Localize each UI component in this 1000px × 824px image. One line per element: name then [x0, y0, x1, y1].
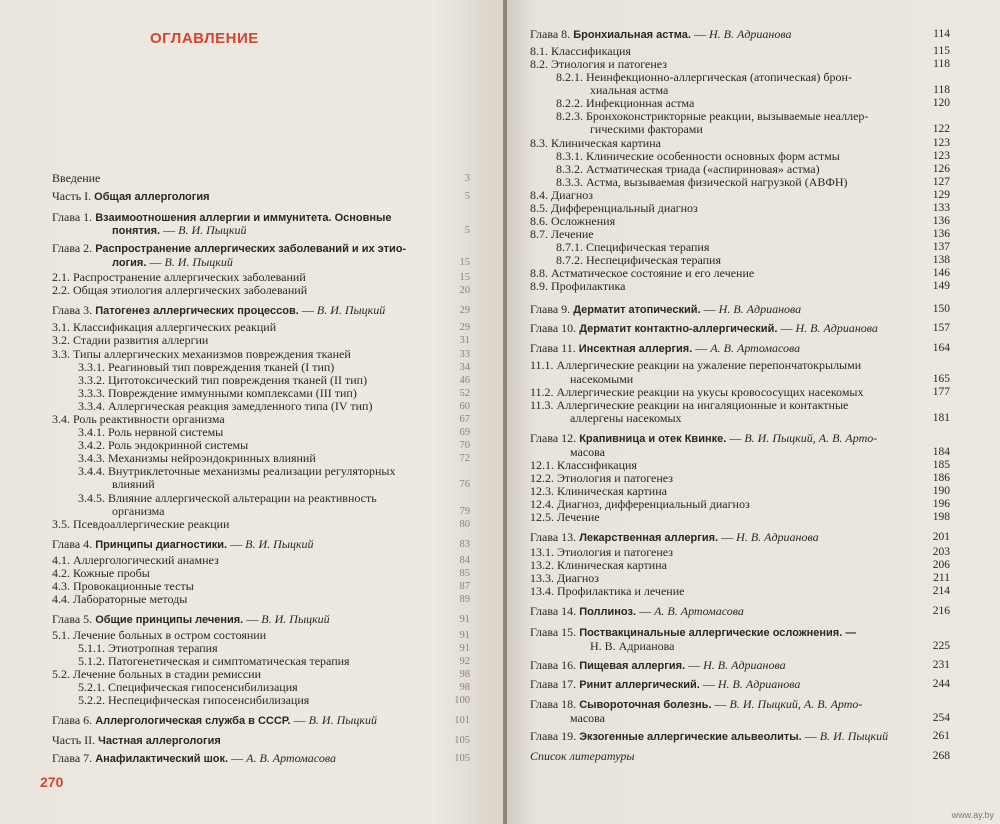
toc-entry-label: логия. — В. И. Пыцкий	[112, 256, 233, 269]
toc-entry-label: 8.3.3. Астма, вызываемая физической нагрузкой (АВФН)	[556, 176, 848, 189]
toc-entry-page: 186	[932, 472, 950, 484]
toc-entry-label: 4.2. Кожные пробы	[52, 567, 150, 580]
toc-entry-page: 29	[459, 322, 470, 333]
toc-entry-label: 5.1.2. Патогенетическая и симптоматическая терапия	[78, 655, 350, 668]
toc-entry-page: 181	[932, 412, 950, 424]
toc-entry-label: понятия. — В. И. Пыцкий	[112, 224, 247, 237]
toc-entry-label: Глава 18. Сывороточная болезнь. — В. И. Пыцкий, А. В. Арто-	[530, 698, 863, 711]
toc-entry-page: 185	[932, 459, 950, 471]
toc-entry-label: 13.2. Клиническая картина	[530, 559, 667, 572]
toc-entry-label: 3.2. Стадии развития аллергии	[52, 334, 209, 347]
toc-entry-page: 196	[932, 498, 950, 510]
watermark: www.ay.by	[951, 810, 994, 820]
toc-entry-label: 12.2. Этиология и патогенез	[530, 472, 673, 485]
toc-entry-label: 3.3.2. Цитотоксический тип повреждения тканей (II тип)	[78, 374, 368, 387]
toc-entry-page: 149	[932, 280, 950, 292]
toc-entry-label: 8.2.2. Инфекционная астма	[556, 97, 695, 110]
toc-entry-label: Глава 13. Лекарственная аллергия. — Н. В. Адрианова	[530, 531, 819, 544]
toc-entry-label: 13.1. Этиология и патогенез	[530, 546, 673, 559]
toc-entry-page: 136	[932, 215, 950, 227]
toc-entry-label: 5.1.1. Этиотропная терапия	[78, 642, 218, 655]
toc-entry-page: 91	[459, 630, 470, 641]
toc-entry-label: 11.2. Аллергические реакции на укусы кровососущих насекомых	[530, 386, 864, 399]
page-number: 270	[40, 774, 64, 790]
toc-entry-label: 8.2. Этиология и патогенез	[530, 58, 667, 71]
toc-entry-page: 92	[459, 656, 470, 667]
toc-entry-label: 11.3. Аллергические реакции на ингаляционные и контактные	[530, 399, 849, 412]
toc-entry-label: 3.4.3. Механизмы нейроэндокринных влияний	[78, 452, 316, 465]
toc-entry-label: 5.1. Лечение больных в остром состоянии	[52, 629, 267, 642]
toc-entry-label: 8.1. Классификация	[530, 45, 631, 58]
toc-entry-page: 20	[459, 285, 470, 296]
toc-entry-label: 3.3.3. Повреждение иммунными комплексами (III тип)	[78, 387, 357, 400]
toc-entry-page: 118	[933, 84, 950, 96]
toc-entry-page: 91	[459, 614, 470, 625]
toc-entry-label: масова	[570, 712, 605, 725]
toc-entry-label: Глава 16. Пищевая аллергия. — Н. В. Адрианова	[530, 659, 786, 672]
toc-entry-page: 52	[459, 388, 470, 399]
toc-entry-label: 3.4.4. Внутриклеточные механизмы реализации регуляторных	[78, 465, 396, 478]
toc-entry-page: 206	[932, 559, 950, 571]
toc-entry-label: 8.4. Диагноз	[530, 189, 594, 202]
toc-entry-label: гическими факторами	[590, 123, 703, 136]
toc-entry-page: 136	[932, 228, 950, 240]
toc-entry-page: 15	[459, 272, 470, 283]
toc-entry-page: 157	[932, 322, 950, 334]
toc-entry-label: 4.1. Аллергологический анамнез	[52, 554, 219, 567]
toc-entry-label: Глава 4. Принципы диагностики. — В. И. Пыцкий	[52, 538, 314, 551]
toc-entry-label: 3.3.1. Реагиновый тип повреждения тканей (I тип)	[78, 361, 335, 374]
toc-entry-label: масова	[570, 446, 605, 459]
toc-entry-page: 123	[932, 137, 950, 149]
toc-entry-page: 203	[932, 546, 950, 558]
toc-entry-page: 190	[932, 485, 950, 497]
toc-entry-label: 8.3.1. Клинические особенности основных форм астмы	[556, 150, 840, 163]
toc-entry-label: Глава 14. Поллиноз. — А. В. Артомасова	[530, 605, 744, 618]
toc-entry-page: 127	[932, 176, 950, 188]
toc-entry-page: 83	[459, 539, 470, 550]
toc-entry-label: Глава 19. Экзогенные аллергические альвеолиты. — В. И. Пыцкий	[530, 730, 889, 743]
toc-entry-page: 214	[932, 585, 950, 597]
toc-entry-label: 5.2.2. Неспецифическая гипосенсибилизация	[78, 694, 310, 707]
toc-entry-page: 198	[932, 511, 950, 523]
toc-entry-label: 12.1. Классификация	[530, 459, 637, 472]
toc-entry-page: 133	[932, 202, 950, 214]
toc-entry-label: 8.7. Лечение	[530, 228, 594, 241]
toc-entry-label: Глава 1. Взаимоотношения аллергии и иммунитета. Основные	[52, 211, 392, 224]
toc-entry-page: 201	[932, 531, 950, 543]
toc-entry-label: 13.4. Профилактика и лечение	[530, 585, 685, 598]
toc-entry-page: 216	[932, 605, 950, 617]
toc-entry-page: 231	[932, 659, 950, 671]
toc-entry-label: Глава 8. Бронхиальная астма. — Н. В. Адрианова	[530, 28, 792, 41]
toc-entry-label: 3.5. Псевдоаллергические реакции	[52, 518, 230, 531]
toc-entry-page: 85	[459, 568, 470, 579]
toc-entry-label: Глава 12. Крапивница и отек Квинке. — В. И. Пыцкий, А. В. Арто-	[530, 432, 878, 445]
toc-entry-label: аллергены насекомых	[570, 412, 682, 425]
toc-entry-page: 100	[454, 695, 470, 706]
toc-entry-label: 4.3. Провокационные тесты	[52, 580, 194, 593]
toc-entry-label: 5.2.1. Специфическая гипосенсибилизация	[78, 681, 298, 694]
toc-entry-label: Глава 6. Аллергологическая служба в СССР. — В. И. Пыцкий	[52, 714, 377, 727]
toc-entry-label: 8.7.2. Неспецифическая терапия	[556, 254, 721, 267]
toc-entry-label: 5.2. Лечение больных в стадии ремиссии	[52, 668, 262, 681]
toc-entry-label: 8.7.1. Специфическая терапия	[556, 241, 710, 254]
toc-entry-page: 244	[932, 678, 950, 690]
toc-entry-page: 254	[932, 712, 950, 724]
toc-entry-label: 8.2.3. Бронхоконстрикторные реакции, вызываемые неаллер-	[556, 110, 869, 123]
toc-entry-label: 3.1. Классификация аллергических реакций	[52, 321, 277, 334]
toc-entry-label: Н. В. Адрианова	[590, 640, 675, 653]
toc-entry-page: 146	[932, 267, 950, 279]
toc-entry-page: 115	[933, 45, 950, 57]
toc-entry-label: 3.3.4. Аллергическая реакция замедленного типа (IV тип)	[78, 400, 373, 413]
toc-entry-label: 12.4. Диагноз, дифференциальный диагноз	[530, 498, 750, 511]
toc-entry-label: 8.2.1. Неинфекционно-аллергическая (атопическая) брон-	[556, 71, 852, 84]
toc-entry-label: Глава 5. Общие принципы лечения. — В. И. Пыцкий	[52, 613, 330, 626]
toc-entry-page: 165	[932, 373, 950, 385]
toc-entry-page: 69	[459, 427, 470, 438]
toc-entry-label: Часть I. Общая аллергология	[52, 190, 210, 203]
toc-entry-label: 8.5. Дифференциальный диагноз	[530, 202, 698, 215]
toc-entry-label: 8.6. Осложнения	[530, 215, 616, 228]
toc-entry-page: 89	[459, 594, 470, 605]
toc-entry-page: 120	[932, 97, 950, 109]
toc-entry-page: 184	[932, 446, 950, 458]
toc-entry-label: 8.9. Профилактика	[530, 280, 626, 293]
toc-entry-label: Список литературы	[530, 750, 635, 763]
toc-entry-label: 2.2. Общая этиология аллергических заболеваний	[52, 284, 308, 297]
toc-entry-page: 129	[932, 189, 950, 201]
toc-entry-page: 5	[464, 191, 470, 202]
toc-entry-page: 123	[932, 150, 950, 162]
toc-entry-label: Введение	[52, 172, 101, 185]
toc-entry-page: 5	[464, 225, 470, 236]
toc-entry-page: 177	[932, 386, 950, 398]
toc-entry-page: 84	[459, 555, 470, 566]
toc-entry-label: 3.4. Роль реактивности организма	[52, 413, 225, 426]
toc-entry-page: 98	[459, 682, 470, 693]
toc-entry-label: 4.4. Лабораторные методы	[52, 593, 188, 606]
toc-entry-label: хиальная астма	[590, 84, 669, 97]
toc-entry-label: 3.4.1. Роль нервной системы	[78, 426, 224, 439]
toc-entry-page: 137	[932, 241, 950, 253]
toc-entry-page: 105	[454, 735, 470, 746]
toc-entry-page: 15	[459, 257, 470, 268]
toc-entry-label: насекомыми	[570, 373, 634, 386]
toc-title: ОГЛАВЛЕНИЕ	[150, 30, 259, 47]
toc-entry-page: 80	[459, 519, 470, 530]
toc-entry-page: 225	[932, 640, 950, 652]
toc-entry-page: 138	[932, 254, 950, 266]
toc-entry-page: 76	[459, 479, 470, 490]
toc-entry-label: Глава 9. Дерматит атопический. — Н. В. Адрианова	[530, 303, 802, 316]
toc-entry-label: Глава 2. Распространение аллергических заболеваний и их этио-	[52, 242, 407, 255]
toc-entry-label: 8.3. Клиническая картина	[530, 137, 661, 150]
toc-entry-label: 3.4.2. Роль эндокринной системы	[78, 439, 249, 452]
toc-entry-label: Глава 11. Инсектная аллергия. — А. В. Артомасова	[530, 342, 801, 355]
toc-entry-label: Глава 7. Анафилактический шок. — А. В. Артомасова	[52, 752, 336, 765]
toc-entry-label: Часть II. Частная аллергология	[52, 734, 221, 747]
toc-entry-page: 211	[933, 572, 950, 584]
toc-entry-label: 3.3. Типы аллергических механизмов повреждения тканей	[52, 348, 351, 361]
toc-entry-label: 13.3. Диагноз	[530, 572, 600, 585]
toc-entry-label: организма	[112, 505, 165, 518]
toc-entry-label: 11.1. Аллергические реакции на ужаление перепончатокрылыми	[530, 359, 862, 372]
toc-entry-page: 122	[932, 123, 950, 135]
toc-entry-label: Глава 3. Патогенез аллергических процессов. — В. И. Пыцкий	[52, 304, 386, 317]
toc-entry-page: 268	[932, 750, 950, 762]
toc-entry-page: 164	[932, 342, 950, 354]
toc-entry-label: Глава 10. Дерматит контактно-аллергический. — Н. В. Адрианова	[530, 322, 878, 335]
toc-entry-page: 101	[454, 715, 470, 726]
toc-entry-page: 3	[464, 173, 470, 184]
toc-entry-page: 33	[459, 349, 470, 360]
toc-entry-page: 34	[459, 362, 470, 373]
toc-entry-label: Глава 17. Ринит аллергический. — Н. В. Адрианова	[530, 678, 801, 691]
toc-entry-page: 31	[459, 335, 470, 346]
toc-entry-label: 8.3.2. Астматическая триада («аспириновая» астма)	[556, 163, 820, 176]
toc-entry-page: 105	[454, 753, 470, 764]
toc-entry-label: влияний	[112, 478, 155, 491]
toc-entry-page: 126	[932, 163, 950, 175]
toc-entry-page: 91	[459, 643, 470, 654]
toc-entry-page: 29	[459, 305, 470, 316]
toc-entry-label: 12.3. Клиническая картина	[530, 485, 667, 498]
toc-entry-label: Глава 15. Поствакцинальные аллергические осложнения. —	[530, 626, 857, 639]
right-page	[507, 0, 1000, 824]
toc-entry-label: 12.5. Лечение	[530, 511, 600, 524]
toc-entry-page: 60	[459, 401, 470, 412]
toc-entry-page: 46	[459, 375, 470, 386]
toc-entry-page: 67	[459, 414, 470, 425]
toc-entry-page: 118	[933, 58, 950, 70]
toc-entry-page: 114	[933, 28, 950, 40]
toc-entry-label: 3.4.5. Влияние аллергической альтерации на реактивность	[78, 492, 377, 505]
toc-entry-page: 79	[459, 506, 470, 517]
toc-entry-page: 98	[459, 669, 470, 680]
toc-entry-page: 261	[932, 730, 950, 742]
toc-entry-page: 87	[459, 581, 470, 592]
toc-entry-page: 72	[459, 453, 470, 464]
toc-entry-page: 70	[459, 440, 470, 451]
toc-entry-page: 150	[932, 303, 950, 315]
toc-entry-label: 2.1. Распространение аллергических заболеваний	[52, 271, 306, 284]
toc-entry-label: 8.8. Астматическое состояние и его лечение	[530, 267, 755, 280]
